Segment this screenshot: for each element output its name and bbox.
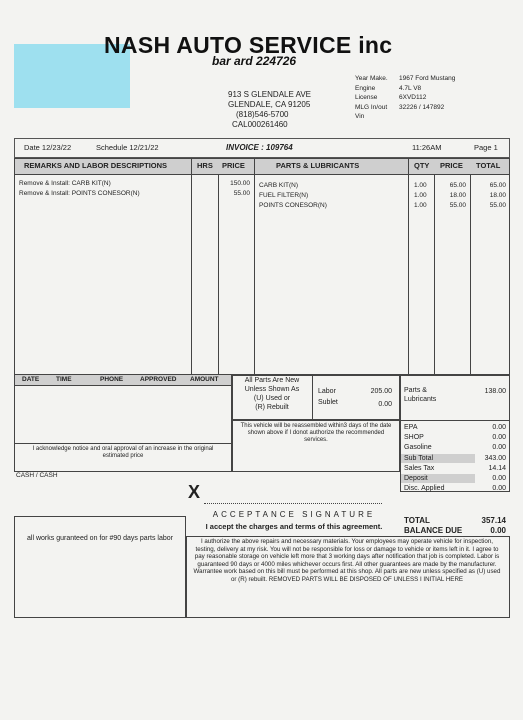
col-part-price: PRICE bbox=[440, 161, 463, 170]
fee-gasoline-label: Gasoline bbox=[404, 444, 432, 451]
fee-deposit-value: 0.00 bbox=[492, 475, 506, 482]
part-row-1-qty: 1.00 bbox=[414, 182, 427, 189]
fee-epa-label: EPA bbox=[404, 424, 418, 431]
reassembly-notice: This vehicle will be reassembled within3 days of the date shown above if I donot authorize the recommended services. bbox=[240, 423, 392, 443]
mileage-label: MLG In/out bbox=[355, 103, 388, 111]
fee-disc-value: 0.00 bbox=[492, 485, 506, 492]
total-label: TOTAL bbox=[404, 516, 430, 525]
col-parts: PARTS & LUBRICANTS bbox=[276, 161, 360, 170]
fee-disc-label: Disc. Applied bbox=[404, 485, 445, 492]
signature-line bbox=[204, 503, 382, 504]
address-line2: GLENDALE, CA 91205 bbox=[228, 100, 311, 109]
part-row-1-price: 65.00 bbox=[449, 182, 466, 189]
sublet-value: 0.00 bbox=[378, 401, 392, 408]
part-row-1-total: 65.00 bbox=[489, 182, 506, 189]
acknowledge-text: I acknowledge notice and oral approval of an increase in the original estimated price bbox=[32, 446, 214, 459]
col-total: TOTAL bbox=[476, 161, 501, 170]
company-subtitle: bar ard 224726 bbox=[212, 54, 297, 68]
balance-due-value: 0.00 bbox=[490, 526, 506, 535]
part-row-2-total: 18.00 bbox=[489, 192, 506, 199]
fee-shop-label: SHOP bbox=[404, 434, 424, 441]
license-value: 6XVD112 bbox=[399, 94, 427, 101]
company-phone: (818)546-5700 bbox=[236, 110, 289, 119]
time-text: 11:26AM bbox=[412, 143, 442, 152]
signature-x-mark: X bbox=[188, 482, 201, 502]
fee-shop-value: 0.00 bbox=[492, 434, 506, 441]
signature-title: ACCEPTANCE SIGNATURE bbox=[212, 510, 376, 519]
warranty-box bbox=[14, 516, 186, 618]
fee-salestax-label: Sales Tax bbox=[404, 465, 435, 472]
part-row-3-total: 55.00 bbox=[489, 202, 506, 209]
license-label: License bbox=[355, 94, 378, 101]
col-remarks: REMARKS AND LABOR DESCRIPTIONS bbox=[24, 161, 168, 170]
approval-date-col: DATE bbox=[22, 376, 40, 383]
parts-notice bbox=[236, 376, 308, 412]
fee-gasoline-value: 0.00 bbox=[492, 444, 506, 451]
fee-epa-value: 0.00 bbox=[492, 424, 506, 431]
vehicle-info bbox=[355, 74, 455, 122]
part-row-2-price: 18.00 bbox=[449, 192, 466, 199]
parts-total-value: 138.00 bbox=[484, 388, 506, 395]
fee-deposit-label: Deposit bbox=[404, 475, 428, 482]
vin-label: Vin bbox=[355, 113, 365, 120]
approval-phone-col: PHONE bbox=[100, 376, 124, 383]
engine-value: 4.7L V8 bbox=[399, 84, 422, 92]
mileage-value: 32226 / 147892 bbox=[399, 103, 445, 111]
company-name: NASH AUTO SERVICE inc bbox=[104, 32, 393, 58]
engine-label: Engine bbox=[355, 84, 376, 92]
part-row-2-name: FUEL FILTER(N) bbox=[259, 192, 309, 199]
approval-amount-col: AMOUNT bbox=[190, 376, 219, 383]
labor-value: 205.00 bbox=[370, 388, 392, 395]
col-price: PRICE bbox=[222, 161, 245, 170]
fee-salestax-value: 14.14 bbox=[488, 465, 506, 472]
fee-subtotal-label: Sub Total bbox=[404, 455, 434, 462]
total-value: 357.14 bbox=[481, 516, 506, 525]
parts-notice-line2: Unless Shown As bbox=[244, 386, 300, 393]
address-line1: 913 S GLENDALE AVE bbox=[228, 90, 312, 99]
invoice-number: INVOICE : 109764 bbox=[226, 143, 293, 152]
col-hrs: HRS bbox=[197, 161, 213, 170]
date-text: Date 12/23/22 bbox=[24, 143, 72, 152]
approval-approved-col: APPROVED bbox=[140, 376, 177, 383]
part-row-3-qty: 1.00 bbox=[414, 202, 427, 209]
company-address bbox=[228, 90, 311, 130]
parts-total-label: Parts & Lubricants bbox=[404, 387, 437, 403]
labor-row-1-price: 150.00 bbox=[230, 180, 250, 187]
parts-notice-line3: (U) Used or bbox=[253, 395, 291, 402]
part-row-3-price: 55.00 bbox=[449, 202, 466, 209]
schedule-text: Schedule 12/21/22 bbox=[96, 143, 159, 152]
parts-notice-line4: (R) Rebuilt bbox=[255, 404, 289, 411]
warranty-note: all works guranteed on for #90 days parts labor bbox=[27, 535, 173, 542]
authorization-text: I authorize the above repairs and necessary materials. Your employees may operate vehicle for inspection, testing, delivery at my risk. You will not be responsible for loss or damage to vehicle or items left in it. I agree to pay reasonable storage on vehicle left more that 3 working days after notification that job is completed. Labor is guaranteed 90 days or 4000 miles whichever occurs first. All other guarantees are made by the manufacturer. Warrantee work based on this bill must be performed at this shop. All parts are new unless specified as (U) used or (R) rebuilt. REMOVED PARTS WILL BE DISPOSED OF UNLESS I INITIAL HERE bbox=[193, 538, 501, 583]
labor-row-2-description: Remove & Install: POINTS CONESOR(N) bbox=[19, 190, 140, 197]
labor-row-1-description: Remove & Install: CARB KIT(N) bbox=[19, 180, 111, 187]
part-row-2-qty: 1.00 bbox=[414, 192, 427, 199]
fee-subtotal-value: 343.00 bbox=[484, 455, 506, 462]
col-qty: QTY bbox=[414, 161, 430, 170]
part-row-1-name: CARB KIT(N) bbox=[259, 182, 298, 189]
part-row-3-name: POINTS CONESOR(N) bbox=[259, 202, 327, 209]
year-make-value: 1967 Ford Mustang bbox=[399, 75, 456, 82]
year-make-label: Year Make. bbox=[355, 75, 388, 82]
signature-statement: I accept the charges and terms of this agreement. bbox=[205, 522, 383, 531]
company-license: CAL000261460 bbox=[232, 120, 288, 129]
page-number: Page 1 bbox=[474, 143, 498, 152]
labor-row-2-price: 55.00 bbox=[233, 190, 250, 197]
payment-method: CASH / CASH bbox=[16, 472, 58, 479]
parts-notice-line1: All Parts Are New bbox=[244, 377, 300, 384]
labor-label: Labor bbox=[318, 388, 336, 395]
sublet-label: Sublet bbox=[318, 399, 338, 406]
approval-time-col: TIME bbox=[56, 376, 72, 383]
balance-due-label: BALANCE DUE bbox=[404, 526, 463, 535]
